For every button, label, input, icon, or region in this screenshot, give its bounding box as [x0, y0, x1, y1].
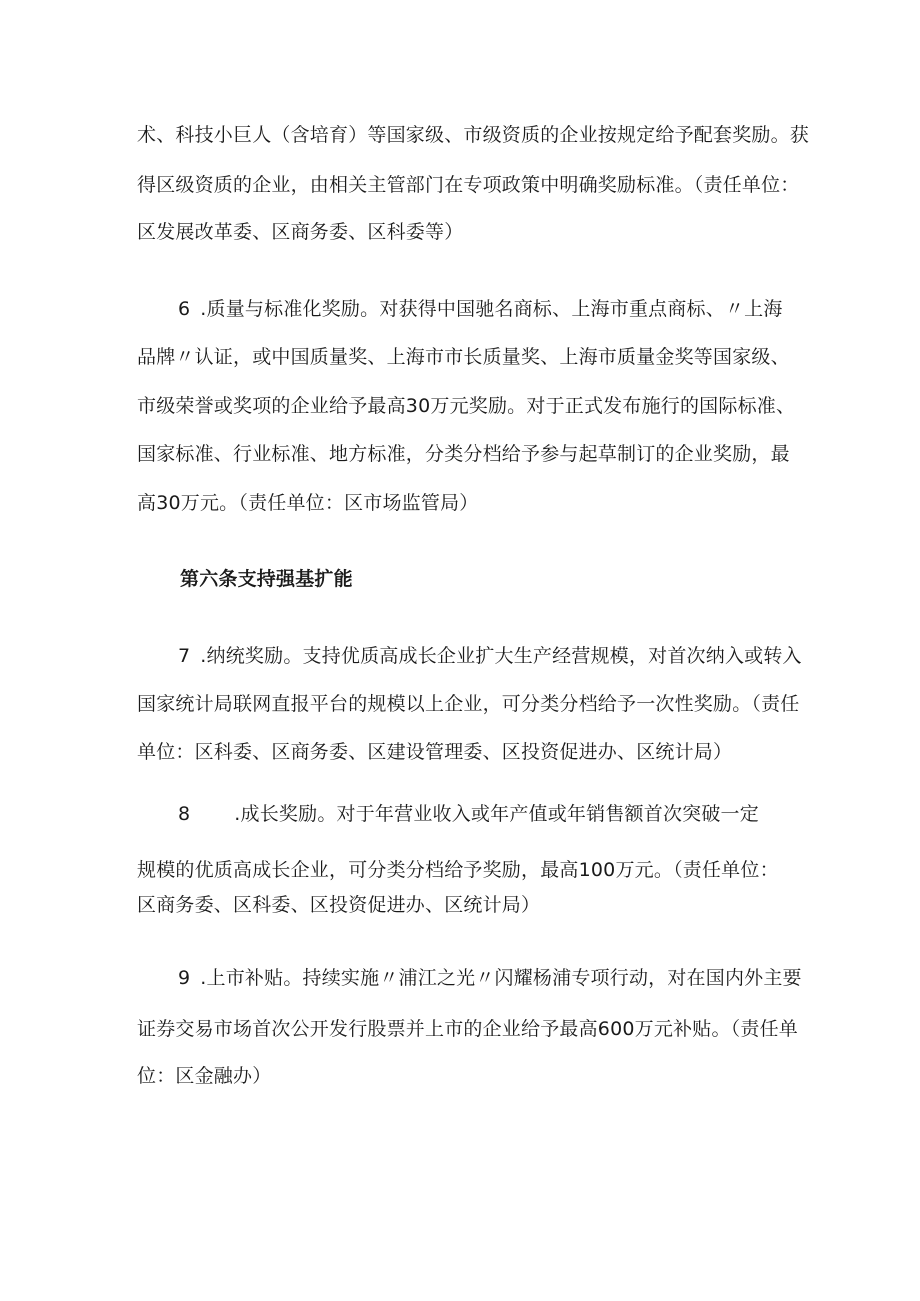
item7-line2: 国家统计局联网直报平台的规模以上企业，可分类分档给予一次性奖励。（责任 [137, 693, 800, 715]
item7-line1 [178, 643, 828, 669]
item7-line3: 单位：区科委、区商务委、区建设管理委、区投资促进办、区统计局） [137, 741, 733, 763]
item9-line2: 证券交易市场首次公开发行股票并上市的企业给予最高600万元补贴。（责任单 [137, 1018, 798, 1040]
item9-text1: .上市补贴。持续实施〃浦江之光〃闪耀杨浦专项行动，对在国内外主要 [200, 967, 802, 989]
item6-number: 6 [178, 298, 191, 320]
item6-text1: .质量与标准化奖励。对获得中国驰名商标、上海市重点商标、〃上海 [200, 298, 783, 320]
item8-text1: .成长奖励。对于年营业收入或年产值或年销售额首次突破一定 [234, 803, 759, 825]
article6-heading: 第六条支持强基扩能 [180, 568, 353, 590]
item8-line1 [178, 801, 828, 827]
para5-line3: 区发展改革委、区商务委、区科委等） [137, 221, 464, 243]
item6-line3: 市级荣誉或奖项的企业给予最高30万元奖励。对于正式发布施行的国际标准、 [137, 395, 796, 417]
item7-text1: .纳统奖励。支持优质高成长企业扩大生产经营规模，对首次纳入或转入 [200, 645, 802, 667]
item6-line5: 高30万元。（责任单位：区市场监管局） [137, 492, 479, 514]
item9-number: 9 [178, 967, 191, 989]
item6-line4: 国家标准、行业标准、地方标准，分类分档给予参与起草制订的企业奖励，最 [137, 443, 790, 465]
item6-line2: 品牌〃认证，或中国质量奖、上海市市长质量奖、上海市质量金奖等国家级、 [137, 346, 790, 368]
item8-line2: 规模的优质高成长企业，可分类分档给予奖励，最高100万元。（责任单位： [137, 859, 779, 881]
item7-number: 7 [178, 645, 191, 667]
item6-line1 [178, 296, 828, 322]
item9-line1 [178, 965, 828, 991]
item8-number: 8 [178, 803, 191, 825]
para5-line1: 术、科技小巨人（含培育）等国家级、市级资质的企业按规定给予配套奖励。获 [137, 124, 810, 146]
para5-line2: 得区级资质的企业，由相关主管部门在专项政策中明确奖励标准。（责任单位： [137, 174, 800, 196]
item8-line3: 区商务委、区科委、区投资促进办、区统计局） [137, 894, 541, 916]
item9-line3: 位：区金融办） [137, 1065, 272, 1087]
